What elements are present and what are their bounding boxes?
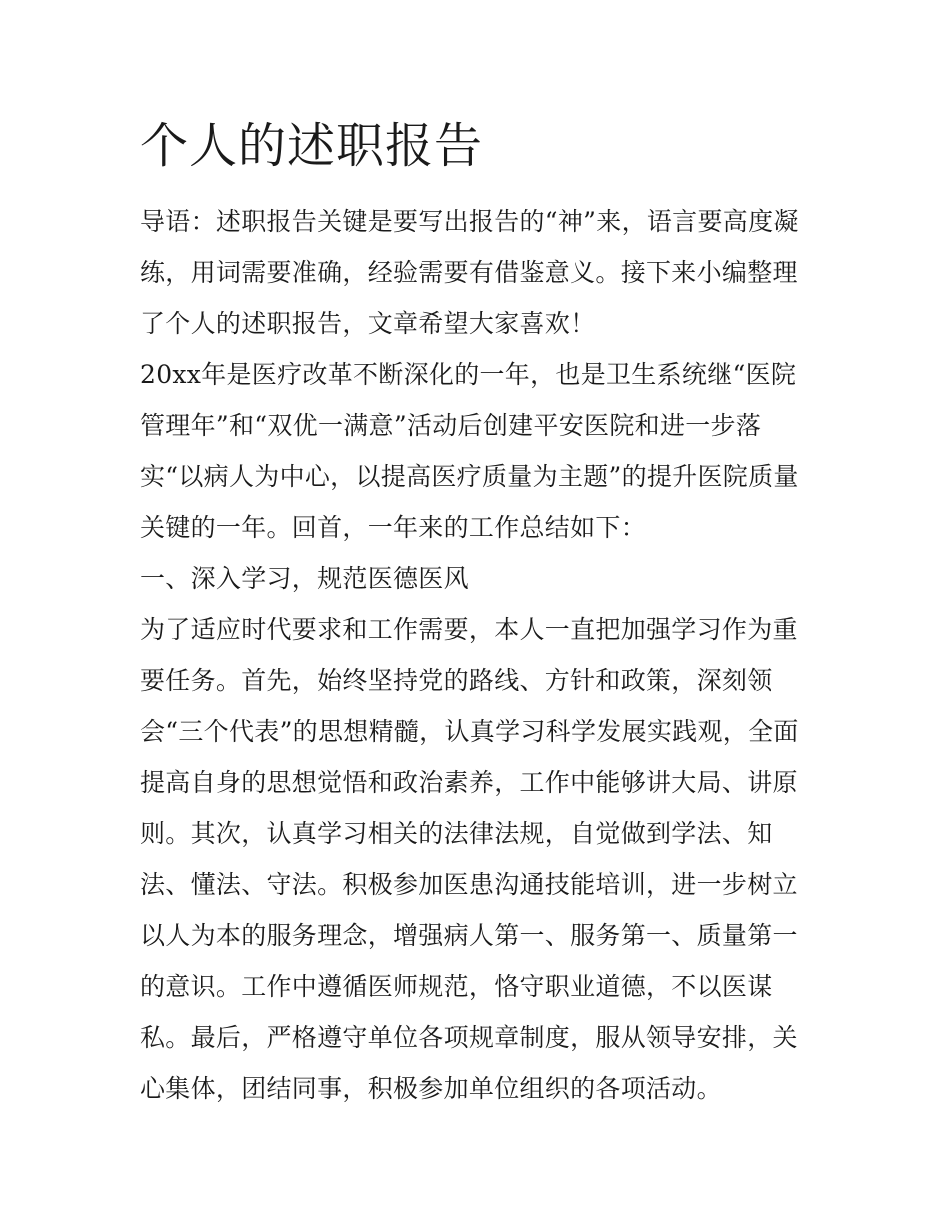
section-paragraph: 为了适应时代要求和工作需要，本人一直把加强学习作为重要任务。首先，始终坚持党的路线、方针和政策，深刻领会“三个代表”的思想精髓，认真学习科学发展实践观，全面提高自身的思想觉悟和政治素养，工作中能够讲大局、讲原则。其次，认真学习相关的法律法规，自觉做到学法、知法、懂法、守法。积极参加医患沟通技能培训，进一步树立以人为本的服务理念，增强病人第一、服务第一、质量第一的意识。工作中遵循医师规范，恪守职业道德，不以医谋私。最后，严格遵守单位各项规章制度，服从领导安排，关心集体，团结同事，积极参加单位组织的各项活动。 [140, 615, 799, 1103]
intro-paragraph: 导语：述职报告关键是要写出报告的“神”来，语言要高度凝练，用词需要准确，经验需要有借鉴意义。接下来小编整理了个人的述职报告，文章希望大家喜欢！ [140, 207, 799, 338]
section-heading: 一、深入学习，规范医德医风 [140, 564, 469, 593]
document-content [140, 110, 816, 1114]
document-body [140, 196, 816, 1114]
overview-paragraph: 20xx年是医疗改革不断深化的一年，也是卫生系统继“医院管理年”和“双优一满意”活动后创建平安医院和进一步落实“以病人为中心，以提高医疗质量为主题”的提升医院质量关键的一年。回首，一年来的工作总结如下： [140, 360, 799, 542]
document-title: 个人的述职报告 [140, 118, 484, 174]
